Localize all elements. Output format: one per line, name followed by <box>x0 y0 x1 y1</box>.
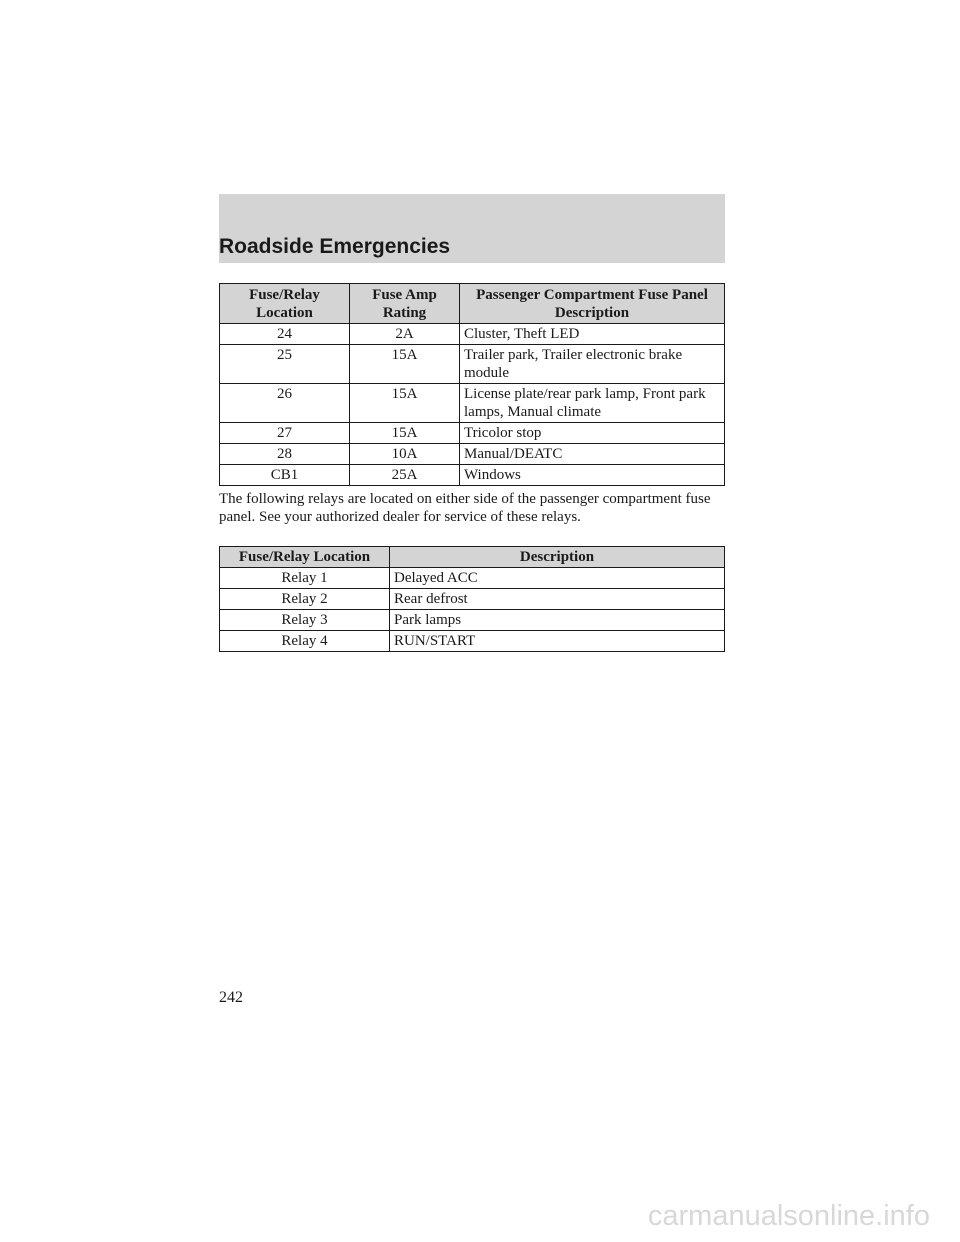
fuse-rating-cell: 15A <box>350 423 460 444</box>
section-title: Roadside Emergencies <box>219 235 451 258</box>
watermark: carmanualsonline.info <box>647 1200 930 1232</box>
fuse-location-cell: 26 <box>220 384 350 423</box>
fuse-description-cell: Cluster, Theft LED <box>460 324 725 345</box>
column-header-description: Description <box>390 547 725 568</box>
table-row <box>220 324 725 345</box>
relay-note-paragraph: The following relays are located on either side of the passenger compartment fuse panel. See your authorized dealer for service of these relays. <box>219 491 711 525</box>
fuse-location-cell: 24 <box>220 324 350 345</box>
column-header-location: Fuse/Relay Location <box>220 284 350 324</box>
fuse-description-cell: License plate/rear park lamp, Front park lamps, Manual climate <box>460 384 725 423</box>
relay-description-cell: RUN/START <box>390 631 725 652</box>
page-number: 242 <box>219 989 243 1006</box>
column-header-description: Passenger Compartment Fuse Panel Description <box>460 284 725 324</box>
relay-description-cell: Delayed ACC <box>390 568 725 589</box>
fuse-description-cell: Windows <box>460 465 725 486</box>
table-row <box>220 444 725 465</box>
fuse-rating-cell: 25A <box>350 465 460 486</box>
fuse-location-cell: 28 <box>220 444 350 465</box>
relay-description-cell: Rear defrost <box>390 589 725 610</box>
relay-description-cell: Park lamps <box>390 610 725 631</box>
table-row <box>220 465 725 486</box>
fuse-location-cell: 27 <box>220 423 350 444</box>
table-row <box>220 631 725 652</box>
fuse-location-cell: CB1 <box>220 465 350 486</box>
relay-location-cell: Relay 3 <box>220 610 390 631</box>
fuse-rating-cell: 15A <box>350 384 460 423</box>
column-header-amp-rating: Fuse Amp Rating <box>350 284 460 324</box>
relay-location-cell: Relay 1 <box>220 568 390 589</box>
relay-table-header-row <box>220 547 725 568</box>
table-row <box>220 568 725 589</box>
table-row <box>220 589 725 610</box>
fuse-rating-cell: 15A <box>350 345 460 384</box>
column-header-location: Fuse/Relay Location <box>220 547 390 568</box>
table-row <box>220 384 725 423</box>
fuse-rating-cell: 10A <box>350 444 460 465</box>
fuse-table <box>219 283 725 486</box>
fuse-table-header-row <box>220 284 725 324</box>
table-row <box>220 610 725 631</box>
fuse-description-cell: Manual/DEATC <box>460 444 725 465</box>
relay-location-cell: Relay 2 <box>220 589 390 610</box>
fuse-rating-cell: 2A <box>350 324 460 345</box>
relay-location-cell: Relay 4 <box>220 631 390 652</box>
fuse-location-cell: 25 <box>220 345 350 384</box>
table-row <box>220 423 725 444</box>
fuse-description-cell: Tricolor stop <box>460 423 725 444</box>
fuse-description-cell: Trailer park, Trailer electronic brake module <box>460 345 725 384</box>
table-row <box>220 345 725 384</box>
relay-table <box>219 546 725 652</box>
